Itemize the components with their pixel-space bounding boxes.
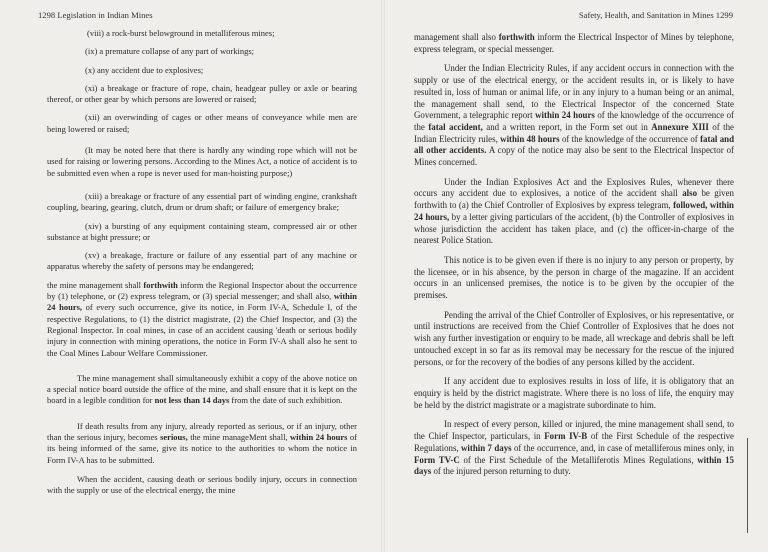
- body-paragraph: The mine management shall simultaneously exhibit a copy of the above notice on a special notice board outside the office of the mine, and shall ensure that it is kept on the board in a legible condition for not less than 14 days from the date of such exhibition.: [47, 372, 357, 406]
- body-paragraph: Under the Indian Electricity Rules, if any accident occurs in connection with the supply or use of the electrical energy, or the accident results in, or is likely to have resulted in, loss of human or animal life, or in any injury to a human being or an animal, the management shall send, to the Electrical Inspector of the concerned State Government, a telegraphic report within 24 hours of the knowledge of the occurrence of the fatal accident, and a written report, in the Form set out in Annexure XIII of the Indian Electricity rules, within 48 hours of the knowledge of the occurrence of fatal and all other accidents. A copy of the notice may also be sent to the Electrical Inspector of Mines concerned.: [414, 63, 735, 168]
- list-item: (xi) a breakage or fracture of rope, chain, headgear pulley or axle or bearing thereof, or other gear by which persons are lowered or raised;: [47, 82, 357, 105]
- left-page-body: [47, 28, 357, 505]
- list-item: (xv) a breakage, fracture or failure of any essential part of any machine or apparatus whereby the safety of persons may be endangered;: [47, 250, 357, 272]
- body-paragraph: the mine management shall forthwith inform the Regional Inspector about the occurrence by (1) telephone, or (2) express telegram, or (3) special messenger; and shall also, within 24 hours, of every such occurrence, give its notice, in Form IV-A, Schedule I, of the respective Regulations, to (1) the district magistrate, (2) the Chief Inspector, and (3) the Regional Inspector. In coal mines, in case of an accident causing 'death or serious bodily injury in connection with mining operations, the notice in Form IV-A shall also he sent to the Coal Mines Labour Welfare Commissioner.: [47, 279, 357, 358]
- left-page: [0, 0, 382, 552]
- list-item: (ix) a premature collapse of any part of workings;: [85, 46, 254, 57]
- list-item: (viii) a rock-burst belowground in metalliferous mines;: [87, 28, 275, 38]
- right-page-header: Safety, Health, and Sanitation in Mines 1299: [578, 10, 733, 20]
- left-page-header: 1298 Legislation in Indian Mines: [38, 10, 153, 20]
- list-item: (xii) an overwinding of cages or other means of conveyance while men are being lowered or raised;: [47, 112, 357, 134]
- right-page: [384, 0, 768, 552]
- margin-line: [747, 438, 748, 533]
- body-paragraph: This notice is to be given even if there is no injury to any person or property, by the licensee, or in his absence, by the person in charge of the magazine. If an accident occurs in an unlicensed premises, the notice is to be given by the occupier of the premises.: [414, 254, 734, 301]
- body-paragraph: management shall also forthwith inform the Electrical Inspector of Mines by telephone, express telegram, or special messenger.: [414, 32, 734, 54]
- body-paragraph: Under the Indian Explosives Act and the Explosives Rules, whenever there occurs any accident due to explosives, a notice of the accident shall also be given forthwith to (a) the Chief Controller of Explosives by express telegram, followed, within 24 hours, by a letter giving particulars of the accident, (b) the Controller of explosives in whose jurisdiction the accident has taken place, and (c) the officer-in-charge of the nearest Police Station.: [414, 176, 734, 246]
- list-item: (x) any accident due to explosives;: [85, 64, 204, 75]
- list-item: (xiii) a breakage or fracture of any essential part of winding engine, crankshaft coupling, bearing, gearing, clutch, drum or drum shaft; or failure of emergency brake;: [47, 190, 357, 213]
- note-paragraph: (It may be noted here that there is hardly any winding rope which will not be used for raising or lowering persons. According to the Mines Act, a notice of accident is to be submitted even when a rope is never used for man-hoisting purpose;): [47, 145, 357, 178]
- body-paragraph: When the accident, causing death or serious bodily injury, occurs in connection with the supply or use of the electrical energy, the mine: [47, 473, 357, 496]
- list-item: (xiv) a bursting of any equipment containing steam, compressed air or other substance at bight pressure; or: [47, 220, 357, 242]
- body-paragraph: In respect of every person, killed or injured, the mine management shall send, to the Chief Inspector, particulars, in Form IV-B of the First Schedule of the respective Regulations, within 7 days of the occurrence, and, in case of metalliferous mines only, in Form TV-C of the First Schedule of the Metalliferotis Mines Regulations, within 15 days of the injured person returning to duty.: [414, 419, 734, 477]
- right-page-body: [414, 32, 734, 486]
- body-paragraph: Pending the arrival of the Chief Controller of Explosives, or his representative, or until instructions are received from the Chief Controller of Explosives that he does not wish any further investigation or enquiry to be made, all wreckage and debris shall be left untouched except in so far as its removal may be necessary for the rescue of the injured persons, or for the recovery of the bodies of any persons killed by the accident.: [414, 309, 734, 367]
- body-paragraph: If any accident due to explosives results in loss of life, it is obligatory that an enquiry is held by the district magistrate. Where there is no loss of life, the enquiry may be held by the district magistrate or a magistrate subordinate to him.: [414, 376, 734, 410]
- body-paragraph: If death results from any injury, already reported as serious, or if an injury, other than the serious injury, becomes serious, the mine manageMent shall, within 24 hours of its being informed of the same, give its notice to the authorities to whom the notice in Form IV-A has to be submitted.: [47, 420, 357, 465]
